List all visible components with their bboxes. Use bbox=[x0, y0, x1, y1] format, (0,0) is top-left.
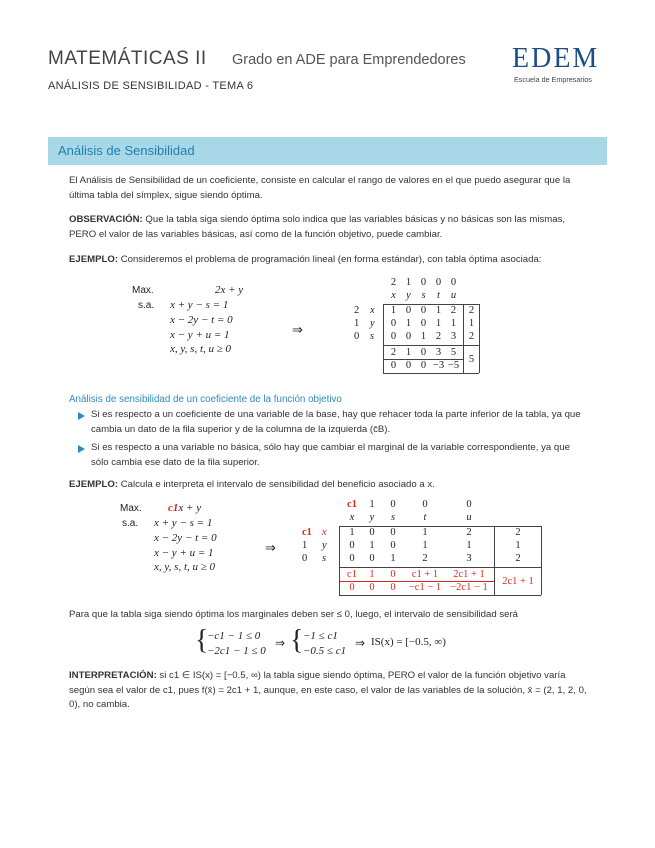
marginal-cell: 0 bbox=[390, 582, 396, 593]
table-cell: 1 bbox=[390, 553, 396, 564]
lp-model-2 bbox=[120, 503, 270, 583]
table-cell: 1 bbox=[390, 305, 397, 316]
table-cell: 0 bbox=[349, 553, 355, 564]
constraint: x + y − s = 1 bbox=[154, 517, 213, 529]
table-rule bbox=[494, 526, 495, 595]
section-bar bbox=[48, 137, 607, 165]
bullet-item: Si es respecto a una variable no básica, sólo hay que cambiar el marginal de la variable correspondiente, ya que sólo cambia ese dato de la fila superior. bbox=[91, 442, 570, 468]
max-label: Max. bbox=[132, 285, 154, 296]
implies-arrow: ⇒ bbox=[355, 636, 366, 650]
table-cell: 0 bbox=[420, 318, 427, 329]
table-cell: 1 bbox=[369, 540, 375, 551]
logo-text: EDEM bbox=[512, 43, 600, 74]
page-subtitle: Grado en ADE para Emprendedores bbox=[232, 52, 466, 68]
constraint: x − 2y − t = 0 bbox=[170, 314, 233, 326]
subsection-title: Análisis de sensibilidad de un coeficiente de la función objetivo bbox=[69, 394, 342, 405]
constraint: x − 2y − t = 0 bbox=[154, 532, 217, 544]
basis-variable: x bbox=[370, 305, 375, 316]
table-cell: 2 bbox=[422, 553, 428, 564]
basis-cost: 2 bbox=[354, 305, 360, 316]
table-rule bbox=[463, 304, 464, 373]
variable-header: s bbox=[390, 512, 396, 523]
basis-variable: x bbox=[322, 527, 327, 538]
basis-cost: 0 bbox=[354, 331, 360, 342]
z-row-cell: 1 bbox=[369, 569, 375, 580]
rhs-cell: 1 bbox=[468, 318, 475, 329]
cost-cell: 0 bbox=[390, 499, 396, 510]
z-row-cell: 5 bbox=[450, 347, 457, 358]
cost-cell: 0 bbox=[420, 277, 427, 288]
inequality-system bbox=[195, 626, 475, 662]
constraint: x, y, s, t, u ≥ 0 bbox=[170, 343, 232, 355]
variable-header: u bbox=[450, 290, 457, 301]
example2-label: EJEMPLO: bbox=[69, 479, 119, 490]
basis-variable: s bbox=[370, 331, 375, 342]
table-cell: 1 bbox=[435, 305, 442, 316]
rhs-cell: 2 bbox=[468, 331, 475, 342]
variable-header: s bbox=[421, 290, 426, 301]
table-rule bbox=[383, 304, 479, 305]
bullet-item: Si es respecto a un coeficiente de una variable de la base, hay que rehacer toda la parte inferior de la tabla, ya que cambia un dato de la fila superior y de la columna de la izquierda (c̄B). bbox=[91, 409, 581, 435]
table-cell: 0 bbox=[405, 331, 412, 342]
interpretation-paragraph bbox=[69, 669, 587, 713]
objective-rest: x + y bbox=[178, 502, 202, 514]
sensitivity-interval: IS(x) = [−0.5, ∞) bbox=[371, 636, 446, 648]
interpretation-text: si c1 ∈ IS(x) = [−0.5, ∞) la tabla sigue siendo óptima, PERO el valor de la función objetivo varía según sea el valor de c1, pues f(x̄) = 2c1 + 1, aunque, en este caso, el valor de las variables de la solución, x̄ = (2, 1, 2, 0, 0), no cambia. bbox=[69, 670, 587, 710]
table-rule bbox=[383, 373, 479, 374]
table-cell: 1 bbox=[450, 318, 457, 329]
z-row-cell: 2 bbox=[390, 347, 397, 358]
objective-function bbox=[168, 502, 201, 514]
cost-cell: 0 bbox=[466, 499, 472, 510]
system2-line: −1 ≤ c1 bbox=[303, 630, 338, 642]
st-label: s.a. bbox=[122, 518, 139, 529]
z-row-cell: 1 bbox=[405, 347, 412, 358]
variable-header: t bbox=[423, 512, 427, 523]
table-rule bbox=[383, 359, 463, 360]
max-label: Max. bbox=[120, 503, 142, 514]
system1-line: −2c1 − 1 ≤ 0 bbox=[207, 645, 266, 657]
z-row-cell: 2c1 + 1 bbox=[453, 569, 485, 580]
system2-line: −0.5 ≤ c1 bbox=[303, 645, 347, 657]
marginal-cell: −3 bbox=[432, 360, 445, 371]
objective-function: 2x + y bbox=[215, 284, 244, 296]
table-rule bbox=[339, 581, 494, 582]
table-cell: 0 bbox=[390, 331, 397, 342]
table-cell: 0 bbox=[349, 540, 355, 551]
simplex-table-2 bbox=[298, 498, 538, 602]
edem-logo bbox=[512, 44, 607, 86]
basis-cost: 1 bbox=[302, 540, 308, 551]
table-cell: 0 bbox=[390, 318, 397, 329]
marginal-cell: 0 bbox=[349, 582, 355, 593]
objective-coefficient: c1 bbox=[168, 502, 179, 514]
table-rule bbox=[383, 345, 479, 346]
cost-cell: 0 bbox=[435, 277, 442, 288]
table-cell: 1 bbox=[420, 331, 427, 342]
table-cell: 0 bbox=[390, 540, 396, 551]
marginal-cell: 0 bbox=[390, 360, 397, 371]
simplex-table-1 bbox=[340, 276, 500, 376]
variable-header: x bbox=[349, 512, 355, 523]
page-title: MATEMÁTICAS II bbox=[48, 48, 207, 69]
example2-paragraph bbox=[69, 478, 589, 493]
cost-cell: 2 bbox=[390, 277, 397, 288]
marginal-cell: −2c1 − 1 bbox=[450, 582, 488, 593]
system1-line: −c1 − 1 ≤ 0 bbox=[207, 630, 261, 642]
constraint: x + y − s = 1 bbox=[170, 299, 229, 311]
table-rule bbox=[383, 304, 384, 373]
z-row-cell: 0 bbox=[420, 347, 427, 358]
rhs-cell: 2 bbox=[515, 553, 521, 564]
constraint: x − y + u = 1 bbox=[170, 329, 230, 341]
section-title: Análisis de Sensibilidad bbox=[58, 143, 195, 158]
cost-cell: c1 bbox=[347, 499, 357, 510]
marginal-cell: 0 bbox=[369, 582, 375, 593]
observation-paragraph bbox=[69, 213, 586, 242]
topic-label: ANÁLISIS DE SENSIBILIDAD - TEMA 6 bbox=[48, 80, 254, 92]
basis-variable: s bbox=[322, 553, 327, 564]
observation-text: Que la tabla siga siendo óptima solo indica que las variables básicas y no básicas son las mismas, PERO el valor de las variables básicas, así como de la función objetivo, puede cambiar. bbox=[69, 214, 566, 240]
table-rule bbox=[339, 567, 541, 568]
table-cell: 2 bbox=[466, 527, 472, 538]
objective-value: 5 bbox=[468, 353, 475, 365]
table-cell: 0 bbox=[369, 553, 375, 564]
left-brace: { bbox=[195, 625, 209, 656]
table-rule bbox=[339, 526, 340, 595]
table-cell: 1 bbox=[349, 527, 355, 538]
marginal-cell: −5 bbox=[447, 360, 460, 371]
table-cell: 0 bbox=[405, 305, 412, 316]
cost-cell: 0 bbox=[450, 277, 457, 288]
basis-cost: 0 bbox=[302, 553, 308, 564]
z-row-cell: 3 bbox=[435, 347, 442, 358]
rhs-cell: 2 bbox=[468, 305, 475, 316]
variable-header: y bbox=[369, 512, 375, 523]
table-cell: 3 bbox=[466, 553, 472, 564]
objective-value: 2c1 + 1 bbox=[502, 575, 534, 587]
table-cell: 1 bbox=[466, 540, 472, 551]
z-row-cell: c1 + 1 bbox=[411, 569, 439, 580]
variable-header: u bbox=[466, 512, 472, 523]
z-row-cell: 0 bbox=[390, 569, 396, 580]
variable-header: t bbox=[437, 290, 440, 301]
table-rule bbox=[339, 526, 541, 527]
example1-label: EJEMPLO: bbox=[69, 254, 119, 265]
table-cell: 1 bbox=[422, 540, 428, 551]
conclusion-paragraph: Para que la tabla siga siendo óptima los marginales deben ser ≤ 0, luego, el intervalo de sensibilidad será bbox=[69, 609, 518, 620]
table-rule bbox=[541, 526, 542, 595]
table-cell: 1 bbox=[422, 527, 428, 538]
table-cell: 2 bbox=[450, 305, 457, 316]
constraint: x − y + u = 1 bbox=[154, 547, 214, 559]
marginal-cell: 0 bbox=[420, 360, 427, 371]
table-cell: 1 bbox=[405, 318, 412, 329]
st-label: s.a. bbox=[138, 300, 155, 311]
table-cell: 0 bbox=[420, 305, 427, 316]
bullet-arrow-icon bbox=[78, 445, 85, 453]
cost-cell: 1 bbox=[369, 499, 375, 510]
example2-text: Calcula e interpreta el intervalo de sensibilidad del beneficio asociado a x. bbox=[118, 479, 435, 490]
example1-paragraph bbox=[69, 253, 589, 268]
table-rule bbox=[479, 304, 480, 373]
left-brace: { bbox=[290, 625, 304, 656]
variable-header: x bbox=[391, 290, 396, 301]
basis-cost: 1 bbox=[354, 318, 360, 329]
table-rule bbox=[339, 595, 541, 596]
implies-arrow: ⇒ bbox=[275, 636, 286, 650]
z-row-cell: c1 bbox=[347, 569, 357, 580]
table-cell: 2 bbox=[435, 331, 442, 342]
cost-cell: 1 bbox=[405, 277, 412, 288]
basis-cost: c1 bbox=[302, 527, 312, 538]
intro-paragraph: El Análisis de Sensibilidad de un coeficiente, consiste en calcular el rango de valores en el que puedo asegurar que la última tabla del símplex, sigue siendo óptima. bbox=[69, 175, 571, 201]
observation-label: OBSERVACIÓN: bbox=[69, 214, 143, 225]
implies-arrow: ⇒ bbox=[292, 322, 303, 337]
example1-text: Consideremos el problema de programación lineal (en forma estándar), con tabla óptima asociada: bbox=[118, 254, 542, 265]
logo-caption: Escuela de Empresarios bbox=[514, 75, 592, 84]
rhs-cell: 1 bbox=[515, 540, 521, 551]
marginal-cell: −c1 − 1 bbox=[408, 582, 442, 593]
table-cell: 3 bbox=[450, 331, 457, 342]
interpretation-label: INTERPRETACIÓN: bbox=[69, 670, 157, 681]
lp-model-1 bbox=[132, 285, 282, 365]
bullet-arrow-icon bbox=[78, 412, 85, 420]
table-cell: 1 bbox=[435, 318, 442, 329]
table-cell: 0 bbox=[369, 527, 375, 538]
constraint: x, y, s, t, u ≥ 0 bbox=[154, 561, 216, 573]
basis-variable: y bbox=[322, 540, 327, 551]
rhs-cell: 2 bbox=[515, 527, 521, 538]
basis-variable: y bbox=[370, 318, 375, 329]
cost-cell: 0 bbox=[422, 499, 428, 510]
table-cell: 0 bbox=[390, 527, 396, 538]
marginal-cell: 0 bbox=[405, 360, 412, 371]
variable-header: y bbox=[406, 290, 411, 301]
implies-arrow: ⇒ bbox=[265, 540, 276, 555]
